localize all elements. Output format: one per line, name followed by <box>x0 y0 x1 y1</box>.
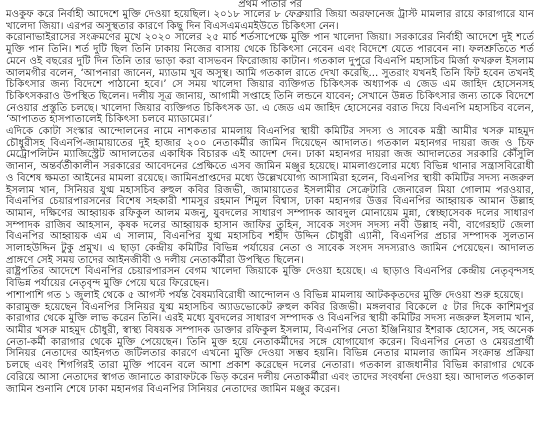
article-paragraph-5: পাশাপাশি গত ১ জুলাই থেকে ৫ আগস্ট পর্যন্ত বৈষম্যবিরোধী আন্দোলন ও বিভিন্ন মামলায় আটককৃতদের মুক্তি দেওয়া শুরু হয়েছে। <box>6 289 524 301</box>
article-paragraph-4: রাষ্ট্রপতির আদেশে বিএনপির চেয়ারপারসন বেগম খালেদা জিয়াকে মুক্তি দেওয়া হয়েছে। এ ছাড়াও বিএনপির কেন্দ্রীয় নেতৃবৃন্দসহ বিভিন্ন পর্যায়ের নেতৃবৃন্দ মুক্তি পেয়ে ঘরে ফিরেছেন। <box>6 266 534 290</box>
article-paragraph-6: কারামুক্ত হয়েছেন বিএনপির সিনিয়র যুগ্ম মহাসচিব অ্যাডভোকেট রুহুল কবির রিজভী। মঙ্গলবার বিকেলে ৫ টার দিকে কাশিমপুর কারাগার থেকে মুক্তি লাভ করেন তিনি। এরই মধ্যে যুবদলের সাধারণ সম্পাদক ও বিএনপির স্থায়ী কমিটির সদস্য নজরুল ইসলাম খান, আমীর খসরু মাহমুদ চৌধুরী, স্বাস্থ্য বিষয়ক সম্পাদক ডাক্তার রফিকুল ইসলাম, বিএনপির নেতা ইঞ্জিনিয়ার ইশরাক হোসেন, সহ অনেক নেতা-কর্মী কারাগার থেকে মুক্তি পেয়েছেন। তিনি মুক্ত হয়ে নেতাকর্মীদের সঙ্গে যোগাযোগ করেন। বিএনপির নেতা ও মেয়রপ্রার্থী সিনিয়র নেতাদের আইনগত জটিলতার কারণে এখনো মুক্তি দেওয়া সম্ভব হয়নি। বিভিন্ন নেতার মামলার জামিন সংক্রান্ত প্রক্রিয়া চলছে এবং শিগগিরই তারা মুক্তি পাবেন বলে আশা প্রকাশ করেছেন দলের নেতারা। গতকাল রাজধানীর বিভিন্ন কারাগার থেকে বেরিয়ে আসা নেতাদের স্বাগত জানাতে কারাফটকে ভিড় করেন দলীয় নেতাকর্মীরা এবং তাদের সংবর্ধনা দেওয়া হয়। আদালত গতকাল জামিন শুনানি শেষে ঢাকা মহানগর বিএনপির সিনিয়র নেতাদের জামিন মঞ্জুর করেন। <box>6 301 534 395</box>
article-paragraph-3: এদিকে কোটা সংস্কার আন্দোলনের নামে নাশকতার মামলায় বিএনপির স্থায়ী কমিটির সদস্য ও সাবেক মন্ত্রী আমীর খসরু মাহমুদ চৌধুরীসহ বিএনপি-জামায়াতের দুই হাজার ২০০ নেতাকর্মীর জামিন দিয়েছেন আদালত। গতকাল মহানগর দায়রা জজ ও চিফ মেট্রোপলিটন ম্যাজিস্ট্রেট আদালতের একাধিক বিচারক এই আদেশ দেন। ঢাকা মহানগর দায়রা জজ আদালতের সরকারি কৌঁসুলি জানান, অন্তর্বর্তীকালীন সরকারের আবেদনের প্রেক্ষিতে এসব জামিন মঞ্জুর হয়েছে। মামলাগুলোর মধ্যে বিভিন্ন থানার সন্ত্রাসবিরোধী ও বিশেষ ক্ষমতা আইনের মামলা রয়েছে। জামিনপ্রাপ্তদের মধ্যে উল্লেখযোগ্য আসামিরা হলেন, বিএনপির স্থায়ী কমিটির সদস্য নজরুল ইসলাম খান, সিনিয়র যুগ্ম মহাসচিব রুহুল কবির রিজভী, জামায়াতের ইসলামীর সেক্রেটারি জেনারেল মিয়া গোলাম পরওয়ার, বিএনপির চেয়ারপারসনের বিশেষ সহকারী শামসুর রহমান শিমুল বিশ্বাস, ঢাকা মহানগর উত্তর বিএনপির আহ্বায়ক আমান উল্লাহ আমান, দক্ষিণের আহ্বায়ক রফিকুল আলম মজনু, যুবদলের সাধারণ সম্পাদক আবদুল মোনায়েম মুন্না, স্বেচ্ছাসেবক দলের সাধারণ সম্পাদক রাজিব আহসান, কৃষক দলের আহ্বায়ক হাসান জাফির তুহিন, সাবেক সংসদ সদস্য নবী উল্লাহ নবী, বাগেরহাট জেলা বিএনপির আহ্বায়ক এম এ সালাম, বিএনপির যুগ্ম মহাসচিব শহীদ উদ্দিন চৌধুরী এ্যানী, বিএনপির প্রচার সম্পাদক সুলতান সালাহউদ্দিন টুকু প্রমুখ। এ ছাড়া কেন্দ্রীয় কমিটির বিভিন্ন পর্যায়ের নেতা ও সাবেক সংসদ সদস্যরাও জামিন পেয়েছেন। আদালত প্রাঙ্গণে সেই সময় তাদের আইনজীবী ও দলীয় নেতাকর্মীরা উপস্থিত ছিলেন। <box>6 126 534 266</box>
article-paragraph-1: মওকুফ করে নির্বাহী আদেশে মুক্তি দেওয়া হয়েছিল। ২০১৮ সালের ৮ ফেব্রুয়ারি জিয়া অরফানেজ ট্রাস্ট মামলার রায়ে কারাগারে যান খালেদা জিয়া। এরপর অসুস্থতার কারণে কিছু দিন বিএসএমএমইউতে চিকিৎসা নেন। <box>6 9 534 32</box>
article-paragraph-2: করোনাভাইরাসের সংক্রমণের মুখে ২০২০ সালের ২৫ মার্চ শর্তসাপেক্ষে মুক্তি পান খালেদা জিয়া। সরকারের নির্বাহী আদেশে দুই শর্তে মুক্তি পান তিনি। শর্ত দুটি ছিল তিনি ঢাকায় নিজের বাসায় থেকে চিকিৎসা নেবেন এবং বিদেশে যেতে পারবেন না। ফলশ্রুতিতে শর্ত মেনে ওই বছরের দুটি দিন তিনি তার ভাড়া করা বাসভবন ফিরোজায় কাটান। গতকাল দুপুরে বিএনপি মহাসচিব মির্জা ফখরুল ইসলাম আলমগীর বলেন, ‘আপনারা জানেন, ম্যাডাম খুব অসুস্থ। আমি গতকাল রাতে দেখা করেছি... সুতরাং যখনই তিনি ফিট হবেন তখনই চিকিৎসার জন্য বিদেশে পাঠানো হবে।’ সে সময় খালেদা জিয়ার ব্যক্তিগত চিকিৎসক অধ্যাপক এ জেড এম জাহিদ হোসেনসহ চিকিৎসকরাও উপস্থিত ছিলেন। দলীয় সূত্র জানায়, আগামী সপ্তাহে তিনি লন্ডনে যাবেন; সেখানে উন্নত চিকিৎসার জন্য তাকে বিদেশে নেওয়ার প্রস্তুতি চলছে। খালেদা জিয়ার ব্যক্তিগত চিকিৎসক ডা. এ জেড এম জাহিদ হোসেনের বরাত দিয়ে বিএনপি মহাসচিব বলেন, ‘আপাতত হাসপাতালেই চিকিৎসা চলবে ম্যাডামের।’ <box>6 32 534 126</box>
continued-from-front-page-label: প্রথম পাতার পর <box>238 0 302 9</box>
